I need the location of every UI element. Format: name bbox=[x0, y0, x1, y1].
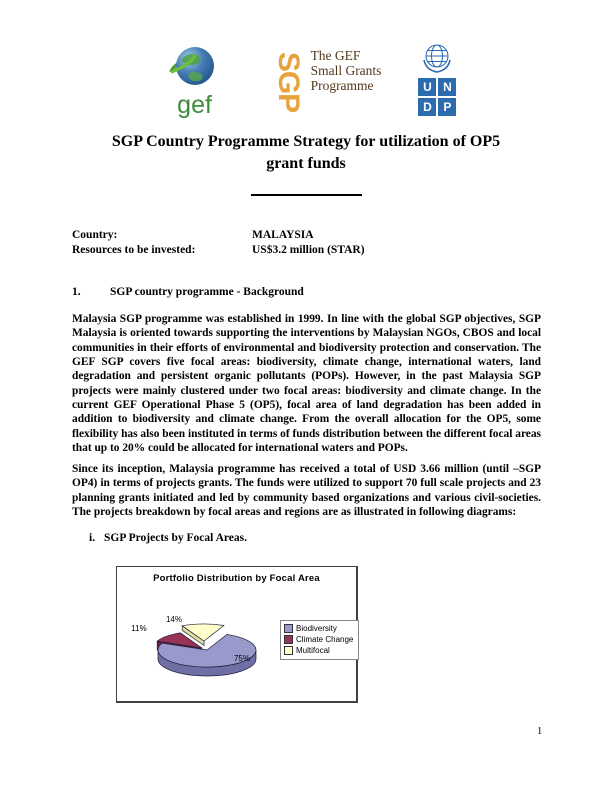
gef-globe-icon bbox=[149, 40, 241, 92]
undp-letter-grid bbox=[418, 78, 456, 116]
info-label-resources: Resources to be invested: bbox=[72, 243, 196, 256]
list-item-focal-areas bbox=[89, 532, 247, 544]
pie-label-biodiversity: 75% bbox=[233, 654, 251, 663]
section-number: 1. bbox=[72, 286, 81, 298]
legend-label-biodiversity: Biodiversity bbox=[296, 624, 337, 633]
chart-title: Portfolio Distribution by Focal Area bbox=[153, 573, 320, 584]
document-title bbox=[0, 131, 612, 175]
document-title-line1: SGP Country Programme Strategy for utilization of OP5 bbox=[111, 133, 501, 150]
legend-item-biodiversity bbox=[284, 624, 356, 633]
pie-label-climate-change: 11% bbox=[131, 624, 147, 633]
undp-letter-n: N bbox=[438, 78, 456, 96]
undp-letter-u: U bbox=[418, 78, 436, 96]
pie-chart bbox=[116, 566, 358, 703]
legend-swatch-climate-change bbox=[284, 635, 293, 644]
title-divider bbox=[251, 194, 362, 196]
document-title-line2: grant funds bbox=[266, 155, 346, 172]
page-number: 1 bbox=[537, 726, 543, 737]
list-marker: i. bbox=[89, 532, 96, 544]
legend-label-climate-change: Climate Change bbox=[296, 635, 354, 644]
legend-item-multifocal bbox=[284, 646, 356, 655]
info-row-resources bbox=[72, 243, 365, 258]
sgp-logo-line2: Small Grants bbox=[310, 63, 382, 78]
logo-row bbox=[0, 40, 612, 122]
gef-wordmark: gef bbox=[177, 91, 212, 119]
section-heading bbox=[72, 286, 304, 298]
pie-label-multifocal: 14% bbox=[165, 615, 183, 624]
info-row-country bbox=[72, 228, 365, 243]
undp-letter-d: D bbox=[418, 98, 436, 116]
un-emblem-icon bbox=[420, 40, 454, 76]
legend-item-climate-change bbox=[284, 635, 356, 644]
info-value-resources: US$3.2 million (STAR) bbox=[252, 243, 365, 256]
info-value-country: MALAYSIA bbox=[252, 229, 314, 241]
undp-letter-p: P bbox=[438, 98, 456, 116]
sgp-logo bbox=[271, 40, 382, 118]
paragraph-background: Malaysia SGP programme was established in 1999. In line with the global SGP objectives, SGP Malaysia is oriented towards supporting the interventions by Malaysian NGOs, CBOS and local communities in their efforts of environmental and biodiversity protection and conservation. The GEF SGP covers five focal areas: biodiversity, climate change, international waters, land degradation and persistent organic pollutants (POPs). However, in the past Malaysia SGP projects were mainly clustered under two focal areas: biodiversity and climate change. In the current GEF Operational Phase 5 (OP5), focal area of land degradation has been added in addition to biodiversity and climate change. From the overall allocation for the OP5, some flexibility has also been instituted in terms of funds distribution between the different focal areas that up to 20% could be allocated for international waters and POPs. bbox=[72, 313, 541, 455]
info-label-country: Country: bbox=[72, 229, 118, 241]
sgp-logo-line3: Programme bbox=[310, 78, 374, 93]
undp-logo bbox=[411, 40, 463, 116]
sgp-vertical-wordmark: SGP bbox=[271, 51, 305, 113]
sgp-logo-text bbox=[311, 42, 382, 93]
info-table bbox=[72, 228, 365, 257]
sgp-logo-line1: The GEF bbox=[310, 48, 361, 63]
section-heading-text: SGP country programme - Background bbox=[110, 286, 304, 298]
list-item-text: SGP Projects by Focal Areas. bbox=[104, 532, 247, 544]
gef-logo bbox=[149, 40, 241, 119]
paragraph-funding: Since its inception, Malaysia programme has received a total of USD 3.66 million (until –SGP OP4) in terms of projects grants. The funds were utilized to support 70 full scale projects and 23 planning grants initiated and led by community based organizations and various civil-societies. The projects breakdown by focal areas and regions are as illustrated in following diagrams: bbox=[72, 463, 541, 519]
legend-label-multifocal: Multifocal bbox=[296, 646, 330, 655]
legend-swatch-multifocal bbox=[284, 646, 293, 655]
chart-legend bbox=[280, 620, 359, 660]
legend-swatch-biodiversity bbox=[284, 624, 293, 633]
